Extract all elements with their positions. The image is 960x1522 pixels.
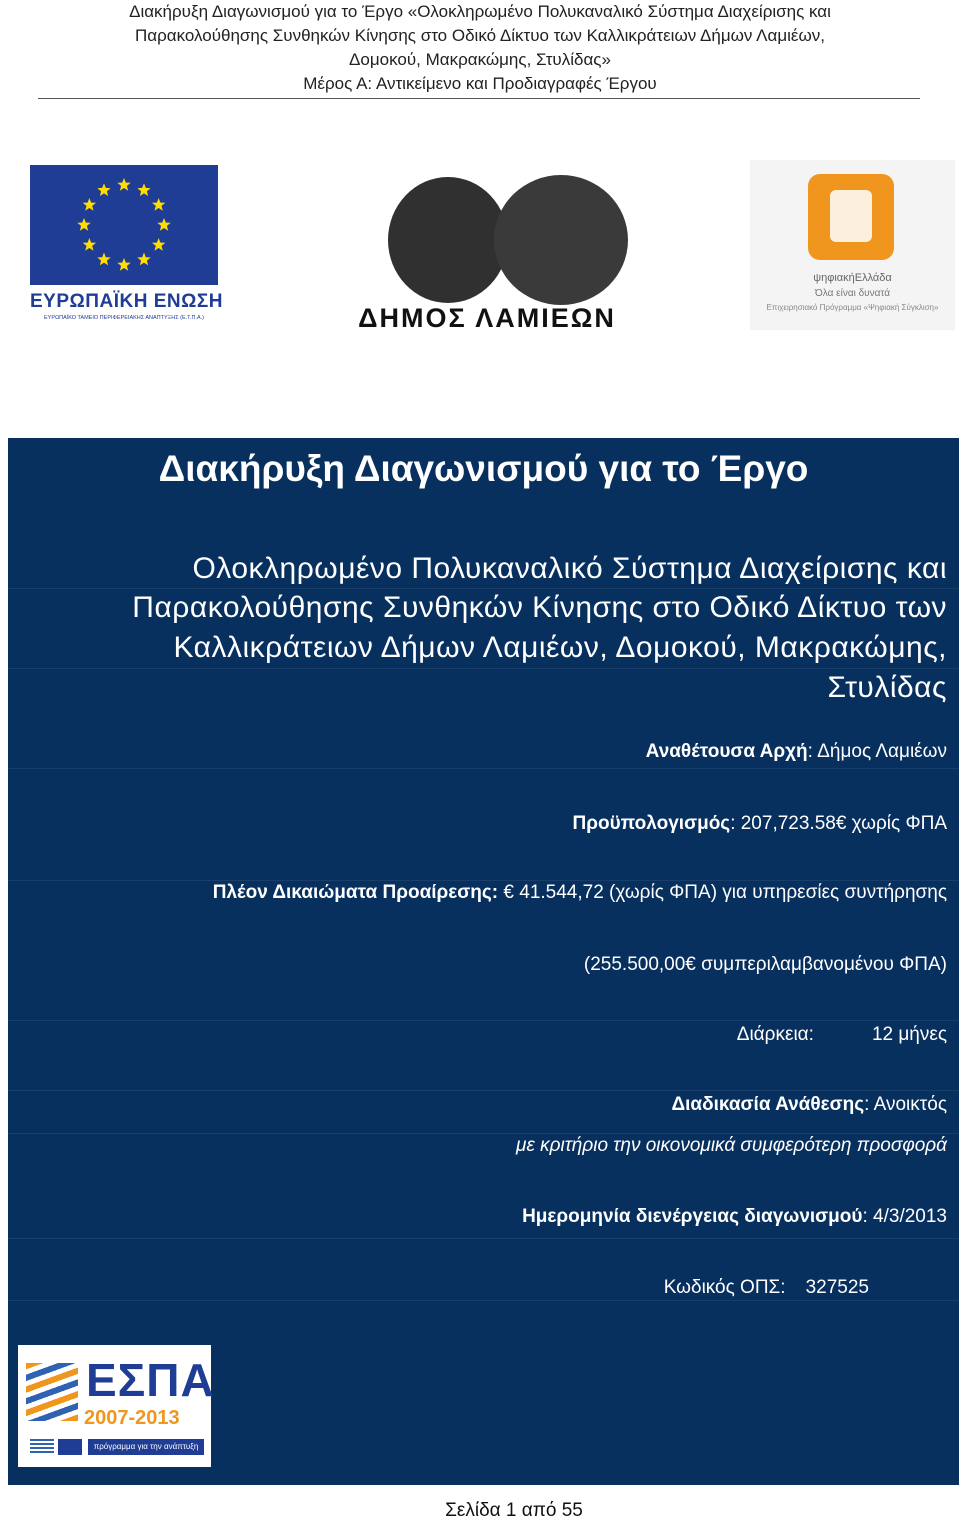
digital-greece-caption: Επιχειρησιακό Πρόγραμμα «Ψηφιακή Σύγκλιση» <box>766 303 939 312</box>
header-title-line-1: Διακήρυξη Διαγωνισμού για το Έργο «Ολοκληρωμένο Πολυκαναλικό Σύστημα Διαχείρισης και <box>129 2 831 21</box>
espa-logo-years: 2007-2013 <box>84 1407 180 1429</box>
option-rights-label: Πλέον Δικαιώματα Προαίρεσης: <box>212 882 499 903</box>
document-header <box>0 0 960 96</box>
award-procedure <box>672 1094 948 1116</box>
option-rights-value: € 41.544,72 (χωρίς ΦΠΑ) για υπηρεσίες συντήρησης <box>498 882 947 903</box>
budget-label: Προϋπολογισμός <box>572 813 731 834</box>
ops-code <box>664 1277 869 1299</box>
contracting-authority-label: Αναθέτουσα Αρχή <box>645 741 808 762</box>
contracting-authority <box>646 741 947 763</box>
tender-date-label: Ημερομηνία διενέργειας διαγωνισμού <box>522 1206 863 1227</box>
project-title-line-4: Στυλίδας <box>827 671 947 704</box>
budget <box>573 813 947 835</box>
digital-greece-tagline: Όλα είναι δυνατά <box>814 288 891 299</box>
espa-stripes-icon <box>26 1363 78 1421</box>
option-rights-note: (255.500,00€ συμπεριλαμβανομένου ΦΠΑ) <box>583 954 947 975</box>
espa-logo <box>18 1345 215 1467</box>
contracting-authority-value: : Δήμος Λαμιέων <box>807 741 947 762</box>
header-part-label: Μέρος Α: Αντικείμενο και Προδιαγραφές Έργου <box>303 74 657 93</box>
duration <box>737 1024 947 1046</box>
eu-logo-sublabel: ΕΥΡΩΠΑΪΚΟ ΤΑΜΕΙΟ ΠΕΡΙΦΕΡΕΙΑΚΗΣ ΑΝΑΠΤΥΞΗΣ (Ε.Τ.Π.Α.) <box>43 315 204 321</box>
cover-panel <box>8 438 959 1485</box>
digital-greece-logo <box>750 160 955 330</box>
header-title-line-2: Παρακολούθησης Συνθηκών Κίνησης στο Οδικό Δίκτυο των Καλλικράτειων Δήμων Λαμιέων, <box>134 26 826 45</box>
tender-date <box>522 1206 947 1228</box>
eu-logo-label: ΕΥΡΩΠΑΪΚΗ ΕΝΩΣΗ <box>30 291 223 312</box>
ops-code-value: 327525 <box>805 1277 869 1298</box>
project-title-line-3: Καλλικράτειων Δήμων Λαμιέων, Δομοκού, Μακρακώμης, <box>173 631 947 664</box>
award-criterion: με κριτήριο την οικονομικά συμφερότερη προσφορά <box>516 1135 947 1156</box>
eu-logo <box>30 165 223 327</box>
duration-label: Διάρκεια: <box>736 1024 814 1045</box>
eu-flag-icon <box>30 165 218 285</box>
eu-flag-small-icon <box>58 1439 82 1455</box>
municipality-logo <box>318 175 656 337</box>
award-procedure-label: Διαδικασία Ανάθεσης <box>671 1094 865 1115</box>
header-divider <box>38 98 920 99</box>
cover-title: Διακήρυξη Διαγωνισμού για το Έργο <box>158 448 809 489</box>
greek-flag-icon <box>30 1439 54 1455</box>
municipality-logo-label: ΔΗΜΟΣ ΛΑΜΙΕΩΝ <box>358 303 616 333</box>
budget-value: : 207,723.58€ χωρίς ΦΠΑ <box>730 813 947 834</box>
option-rights <box>213 882 947 904</box>
page-number: Σελίδα 1 από 55 <box>445 1500 583 1521</box>
project-title-line-1: Ολοκληρωμένο Πολυκαναλικό Σύστημα Διαχείρισης και <box>192 552 947 585</box>
tender-date-value: : 4/3/2013 <box>862 1206 947 1227</box>
digital-greece-name: ψηφιακήΕλλάδα <box>813 272 892 284</box>
espa-logo-word: ΕΣΠΑ <box>86 1354 215 1406</box>
award-procedure-value: : Ανοικτός <box>864 1094 947 1115</box>
header-title-line-3: Δομοκού, Μακρακώμης, Στυλίδας» <box>349 50 611 69</box>
coin-head-icon <box>494 175 628 305</box>
coin-amphora-icon <box>388 177 508 303</box>
duration-value: 12 μήνες <box>871 1024 947 1045</box>
ops-code-label: Κωδικός ΟΠΣ: <box>663 1277 786 1298</box>
espa-logo-tagline: πρόγραμμα για την ανάπτυξη <box>88 1439 204 1455</box>
digital-greece-emblem-icon <box>808 174 894 260</box>
project-title-line-2: Παρακολούθησης Συνθηκών Κίνησης στο Οδικό Δίκτυο των <box>132 591 947 624</box>
